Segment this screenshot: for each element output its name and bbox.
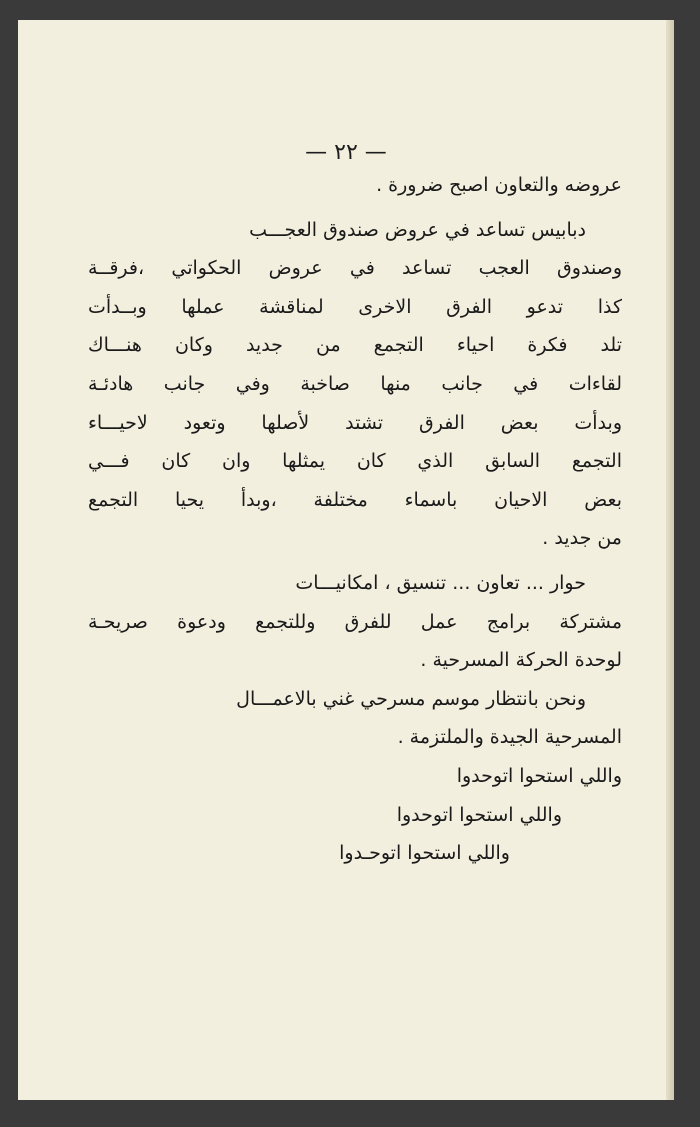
text-line: مشتركة برامج عمل للفرق وللتجمع ودعوة صريحـة bbox=[88, 610, 622, 633]
text-line: لقاءات في جانب منها صاخبة وفي جانب هادئـة bbox=[88, 372, 622, 395]
text-line: واللي استحوا اتوحدوا bbox=[456, 764, 622, 787]
text-line: بعض الاحيان باسماء مختلفة ،وبدأ يحيا التجمع bbox=[88, 488, 622, 511]
text-line: دبابيس تساعد في عروض صندوق العجـــب bbox=[249, 218, 586, 241]
text-line: المسرحية الجيدة والملتزمة . bbox=[397, 726, 622, 749]
text-line: حوار ... تعاون ... تنسيق ، امكانيـــات bbox=[295, 571, 586, 594]
text-line: واللي استحوا اتوحدوا bbox=[396, 803, 562, 826]
text-line: وبدأت بعض الفرق تشتد لأصلها وتعود لاحيـــاء bbox=[88, 411, 622, 434]
text-line: كذا تدعو الفرق الاخرى لمناقشة عملها وبــدأت bbox=[88, 295, 622, 318]
text-line: ونحن بانتظار موسم مسرحي غني بالاعمـــال bbox=[236, 687, 586, 710]
text-line: لوحدة الحركة المسرحية . bbox=[420, 649, 622, 672]
text-line: واللي استحوا اتوحـدوا bbox=[339, 842, 510, 865]
page-edge bbox=[666, 20, 674, 1100]
text-line: تلد فكرة احياء التجمع من جديد وكان هنـــاك bbox=[88, 334, 622, 357]
text-line: عروضه والتعاون اصبح ضرورة . bbox=[376, 174, 622, 196]
body-text bbox=[88, 166, 622, 873]
text-line: التجمع السابق الذي كان يمثلها وان كان فـــي bbox=[88, 450, 622, 473]
document-page bbox=[18, 20, 674, 1100]
page-number: — ٢٢ — bbox=[305, 140, 387, 165]
text-line: من جديد . bbox=[542, 527, 622, 550]
text-line: وصندوق العجب تساعد في عروض الحكواتي ،فرقــة bbox=[88, 257, 622, 280]
